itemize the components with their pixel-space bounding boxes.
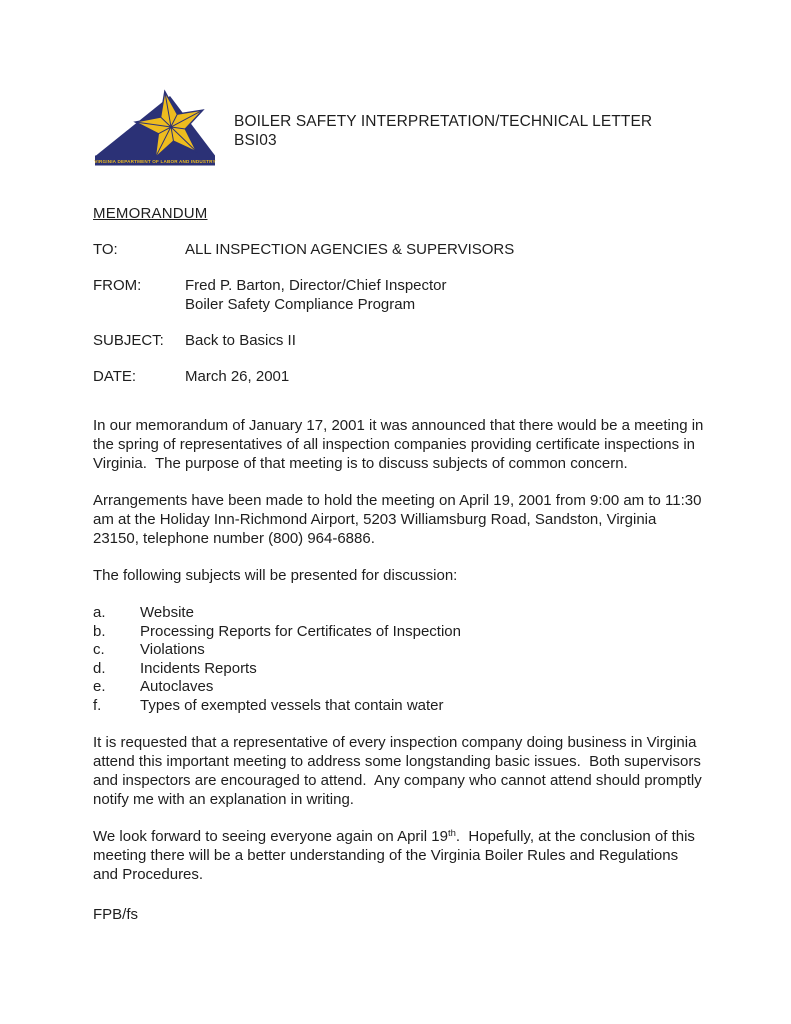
memo-value-line: March 26, 2001 bbox=[185, 368, 290, 385]
closing-text-end: . Hopefully, at the conclusion of this meeting there will be a better understanding of the Virginia Boiler Rules and Regulations and Procedures. bbox=[93, 828, 700, 883]
list-item-label: a. bbox=[93, 604, 106, 621]
list-item-label: c. bbox=[93, 641, 105, 658]
list-item bbox=[93, 641, 704, 660]
document-title-block bbox=[234, 87, 652, 150]
memo-value-date bbox=[185, 367, 289, 386]
memorandum-heading: MEMORANDUM bbox=[93, 205, 208, 222]
list-item-text: Incidents Reports bbox=[140, 659, 257, 677]
paragraph-closing bbox=[93, 827, 704, 884]
memo-row-to bbox=[93, 240, 702, 259]
document-title: BOILER SAFETY INTERPRETATION/TECHNICAL LETTER bbox=[234, 113, 653, 130]
memo-value-line: Fred P. Barton, Director/Chief Inspector bbox=[185, 277, 447, 294]
memo-label-to: TO: bbox=[93, 241, 118, 258]
memo-row-date bbox=[93, 367, 702, 386]
typist-initials: FPB/fs bbox=[93, 906, 139, 923]
logo-caption: VIRGINIA DEPARTMENT OF LABOR AND INDUSTRY bbox=[94, 158, 216, 164]
paragraph-announcement: In our memorandum of January 17, 2001 it was announced that there would be a meeting in the spring of representatives of all inspection companies providing certificate inspections in Virginia. The purpose of that meeting is to discuss subjects of common concern. bbox=[93, 417, 708, 472]
memo-value-line: Back to Basics II bbox=[185, 332, 296, 349]
list-item bbox=[93, 623, 704, 642]
letterhead bbox=[93, 87, 702, 177]
list-item-text: Autoclaves bbox=[140, 678, 214, 695]
document-number: BSI03 bbox=[234, 132, 277, 149]
list-item-text: Website bbox=[140, 604, 194, 621]
memo-row-from bbox=[93, 276, 702, 314]
paragraph-subjects-intro: The following subjects will be presented for discussion: bbox=[93, 567, 458, 584]
memo-row-subject bbox=[93, 331, 702, 350]
memo-value-to bbox=[185, 240, 514, 259]
ordinal-superscript: th bbox=[447, 828, 456, 839]
list-item-label: d. bbox=[93, 659, 106, 677]
memo-value-subject bbox=[185, 331, 296, 350]
memo-body bbox=[93, 416, 708, 924]
memo-value-line: Boiler Safety Compliance Program bbox=[185, 296, 416, 313]
discussion-subject-list bbox=[93, 604, 704, 715]
memo-value-line: ALL INSPECTION AGENCIES & SUPERVISORS bbox=[185, 241, 515, 258]
list-item-label: b. bbox=[93, 622, 106, 640]
list-item bbox=[93, 678, 704, 697]
list-item-text: Violations bbox=[140, 641, 205, 658]
list-item bbox=[93, 660, 704, 679]
paragraph-request: It is requested that a representative of every inspection company doing business in Virginia attend this important meeting to address some longstanding basic issues. Both supervisors and inspectors are encouraged to attend. Any company who cannot attend should promptly notify me with an explanation in writing. bbox=[93, 734, 706, 808]
list-item bbox=[93, 697, 704, 716]
closing-text-start: We look forward to seeing everyone again on April 19 bbox=[93, 828, 448, 845]
list-item-label: e. bbox=[93, 678, 106, 695]
virginia-doli-logo-icon bbox=[93, 87, 218, 177]
paragraph-arrangements: Arrangements have been made to hold the meeting on April 19, 2001 from 9:00 am to 11:30 am at the Holiday Inn-Richmond Airport, 5203 Williamsburg Road, Sandston, Virginia 23150, telephone number (800) 964-6886. bbox=[93, 492, 706, 547]
list-item bbox=[93, 604, 704, 623]
memo-label-date: DATE: bbox=[93, 368, 137, 385]
memo-header-fields bbox=[93, 240, 702, 386]
list-item-label: f. bbox=[93, 696, 102, 714]
list-item-text: Types of exempted vessels that contain water bbox=[140, 696, 444, 714]
memo-label-subject: SUBJECT: bbox=[93, 332, 164, 349]
memo-label-from: FROM: bbox=[93, 277, 142, 294]
list-item-text: Processing Reports for Certificates of Inspection bbox=[140, 622, 461, 640]
memo-value-from bbox=[185, 276, 447, 314]
